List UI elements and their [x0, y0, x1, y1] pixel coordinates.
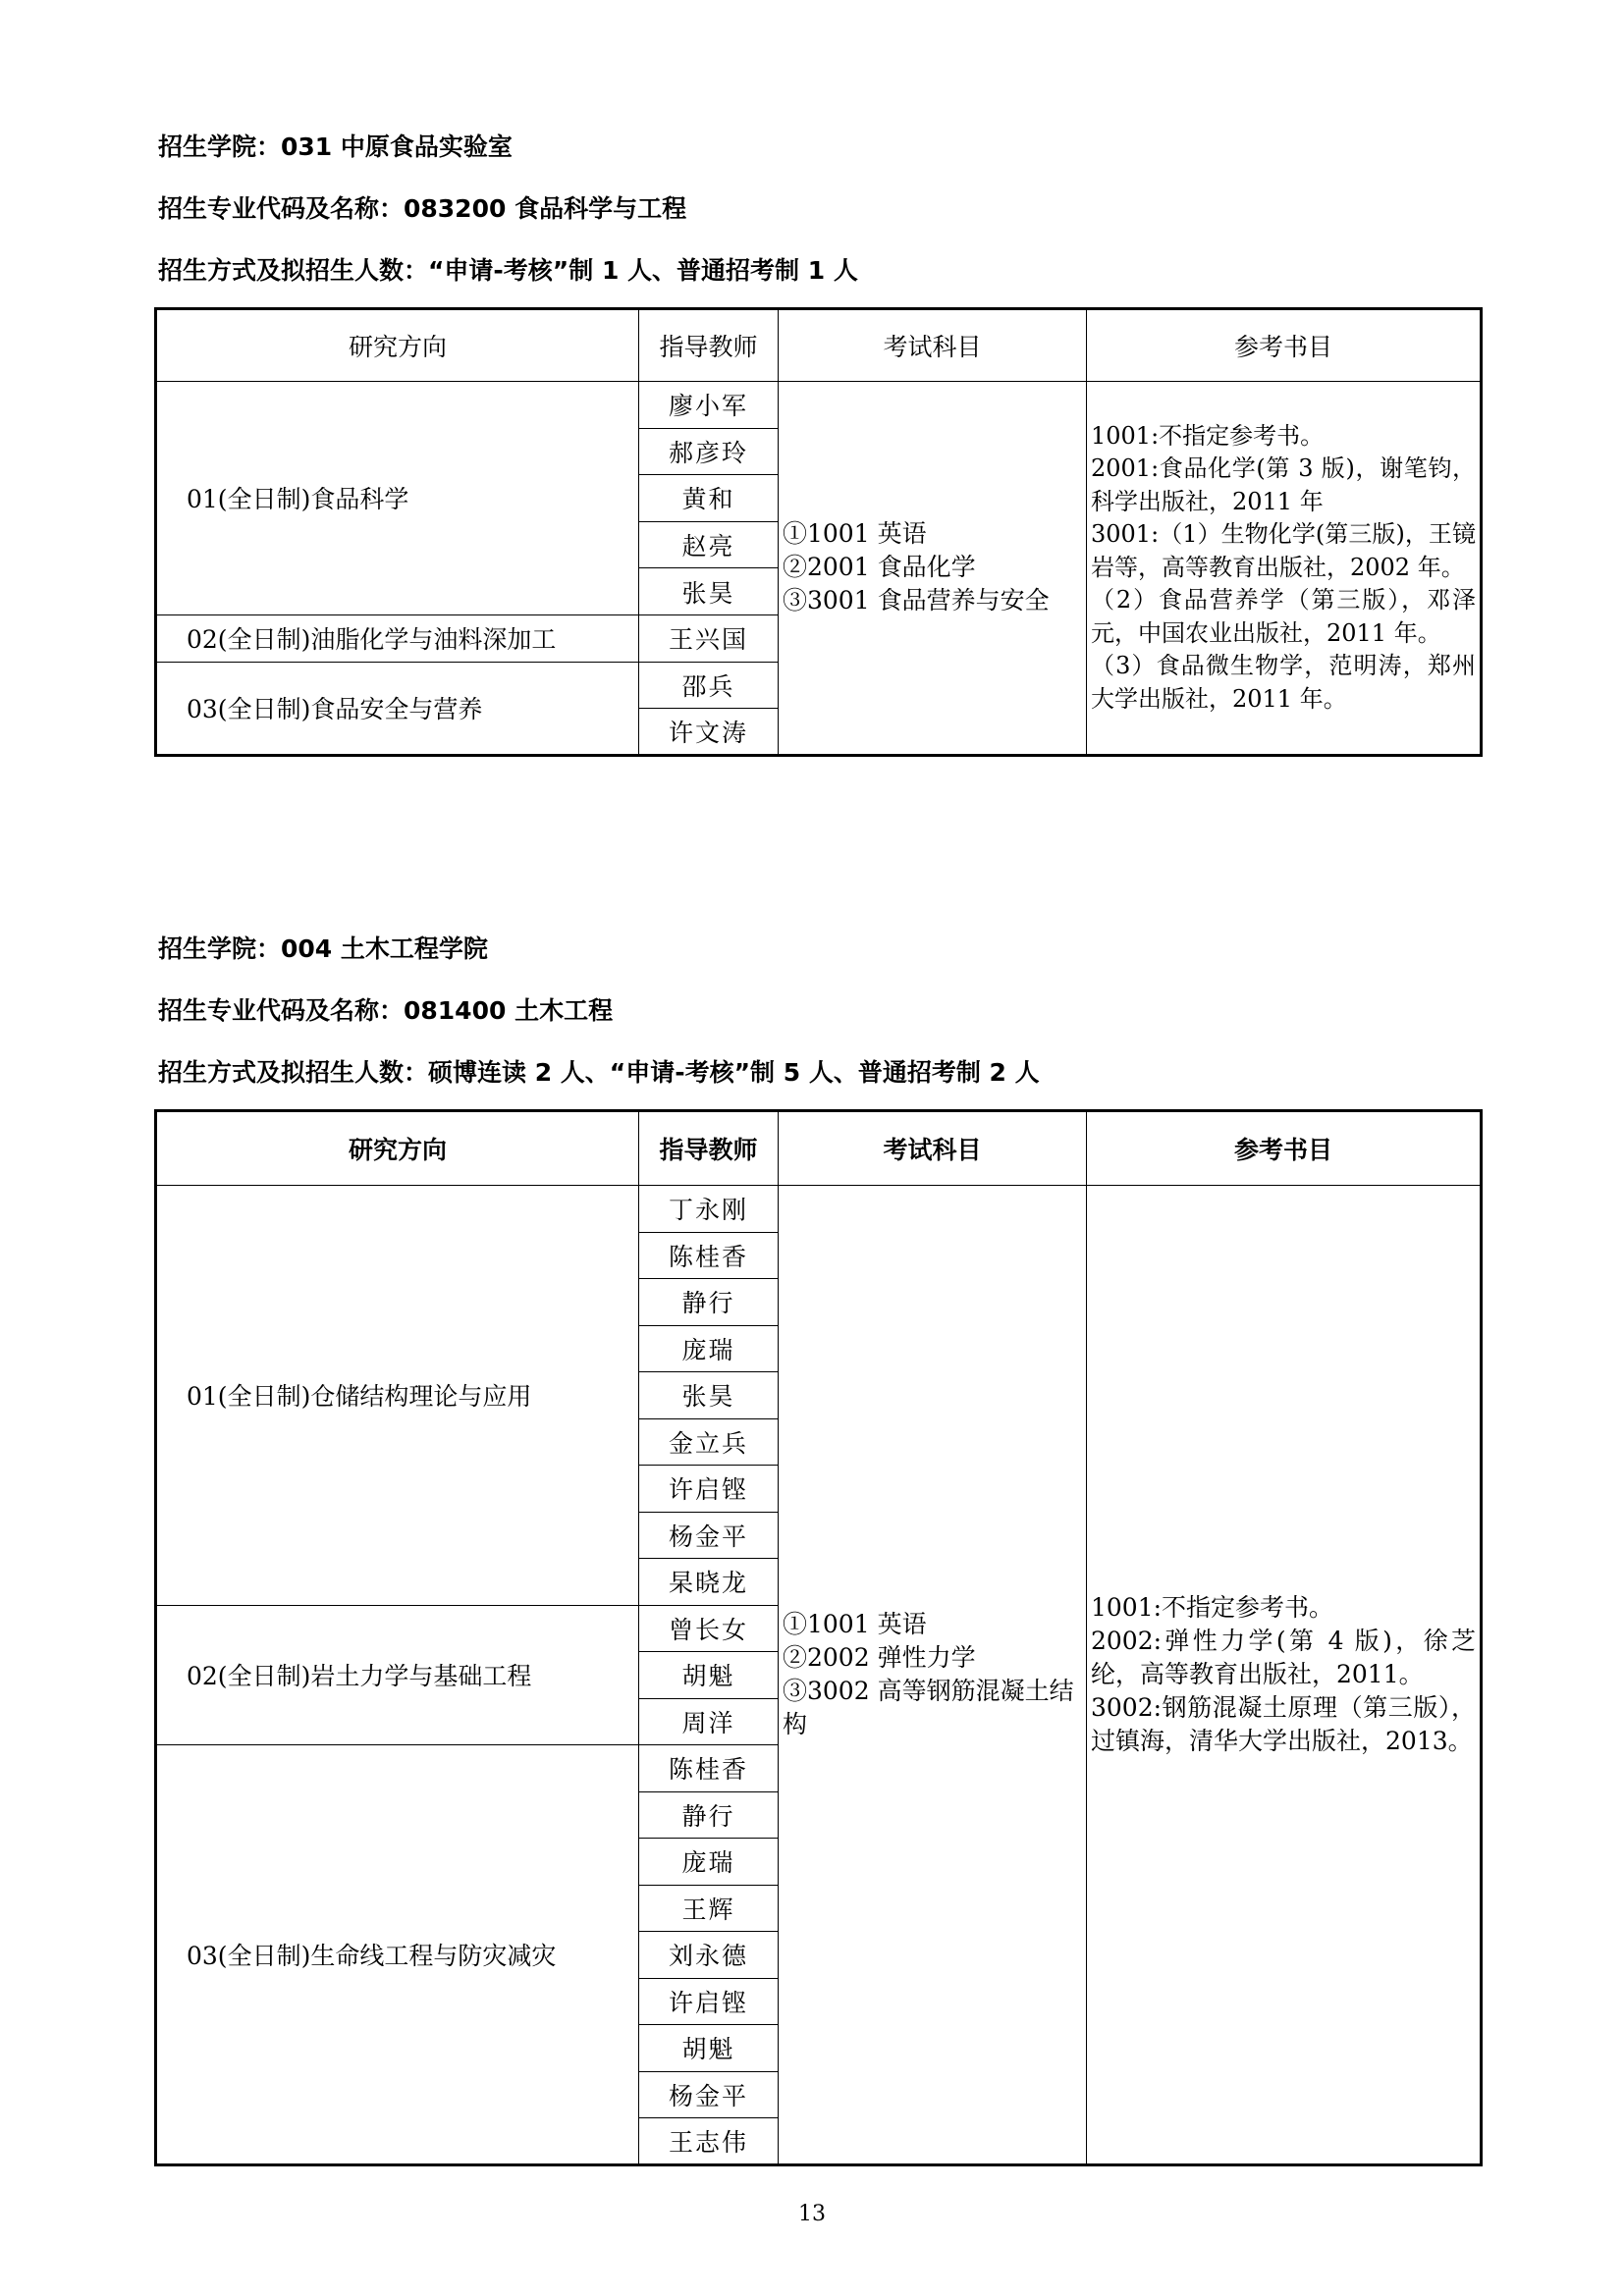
teacher-name: 郝彦玲 — [639, 428, 779, 475]
teacher-name: 庞瑞 — [639, 1325, 779, 1372]
teacher-name: 胡魁 — [639, 2025, 779, 2072]
header-teacher: 指导教师 — [639, 1111, 779, 1186]
enrollment-table — [154, 1109, 1483, 2166]
teacher-name: 廖小军 — [639, 382, 779, 429]
teacher-name: 曾长女 — [639, 1605, 779, 1652]
research-direction: 03(全日制)食品安全与营养 — [156, 662, 639, 755]
header-reference: 参考书目 — [1087, 309, 1482, 382]
teacher-name: 静行 — [639, 1279, 779, 1326]
table-header-row — [156, 309, 1482, 382]
teacher-name: 陈桂香 — [639, 1745, 779, 1792]
exam-subject: ①1001 英语 — [783, 519, 927, 549]
header-reference: 参考书目 — [1087, 1111, 1482, 1186]
table-row — [156, 1186, 1482, 1233]
major-heading: 招生专业代码及名称：081400 土木工程 — [158, 996, 614, 1025]
major-heading: 招生专业代码及名称：083200 食品科学与工程 — [158, 194, 687, 223]
exam-subjects — [779, 1186, 1087, 2165]
page-number: 13 — [798, 2202, 826, 2226]
teacher-name: 王辉 — [639, 1885, 779, 1932]
teacher-name: 许文涛 — [639, 709, 779, 756]
reference-books — [1087, 382, 1482, 756]
table-row — [156, 382, 1482, 429]
exam-subject: ③3001 食品营养与安全 — [783, 586, 1050, 615]
table-header-row — [156, 1111, 1482, 1186]
exam-subject: ②2002 弹性力学 — [783, 1642, 976, 1672]
teacher-name: 杲晓龙 — [639, 1559, 779, 1606]
institute-heading: 招生学院：031 中原食品实验室 — [158, 133, 513, 161]
teacher-name: 许启铿 — [639, 1978, 779, 2025]
teacher-name: 张昊 — [639, 568, 779, 615]
reference-entry: 2001:食品化学(第 3 版)，谢笔钧，科学出版社，2011 年 — [1091, 454, 1476, 515]
institute-heading: 招生学院：004 土木工程学院 — [158, 934, 488, 963]
header-exam: 考试科目 — [779, 309, 1087, 382]
teacher-name: 杨金平 — [639, 2071, 779, 2118]
research-direction: 01(全日制)食品科学 — [156, 382, 639, 615]
reference-entry: （3）食品微生物学，范明涛，郑州大学出版社，2011 年。 — [1091, 652, 1476, 713]
header-direction: 研究方向 — [156, 1111, 639, 1186]
teacher-name: 陈桂香 — [639, 1232, 779, 1279]
reference-entry: 3002:钢筋混凝土原理（第三版），过镇海，清华大学出版社，2013。 — [1091, 1692, 1476, 1755]
enrollment-table — [154, 307, 1483, 757]
teacher-name: 静行 — [639, 1791, 779, 1839]
research-direction: 02(全日制)油脂化学与油料深加工 — [156, 614, 639, 662]
teacher-name: 金立兵 — [639, 1418, 779, 1466]
header-direction: 研究方向 — [156, 309, 639, 382]
exam-subject: ②2001 食品化学 — [783, 553, 976, 582]
section-food-lab — [154, 116, 1480, 757]
teacher-name: 许启铿 — [639, 1466, 779, 1513]
enrollment-heading: 招生方式及拟招生人数：硕博连读 2 人、“申请-考核”制 5 人、普通招考制 2 人 — [158, 1058, 1040, 1087]
teacher-name: 刘永德 — [639, 1932, 779, 1979]
research-direction: 01(全日制)仓储结构理论与应用 — [156, 1186, 639, 1606]
exam-subject: ③3002 高等钢筋混凝土结构 — [783, 1676, 1074, 1738]
teacher-name: 王志伟 — [639, 2118, 779, 2165]
header-exam: 考试科目 — [779, 1111, 1087, 1186]
exam-subjects — [779, 382, 1087, 756]
teacher-name: 王兴国 — [639, 614, 779, 662]
teacher-name: 张昊 — [639, 1372, 779, 1419]
teacher-name: 杨金平 — [639, 1512, 779, 1559]
exam-subject: ①1001 英语 — [783, 1609, 927, 1638]
reference-entry: 2002:弹性力学(第 4 版)，徐芝纶，高等教育出版社，2011。 — [1091, 1626, 1476, 1688]
enrollment-heading: 招生方式及拟招生人数：“申请-考核”制 1 人、普通招考制 1 人 — [158, 256, 858, 285]
teacher-name: 周洋 — [639, 1698, 779, 1745]
teacher-name: 邵兵 — [639, 662, 779, 709]
header-teacher: 指导教师 — [639, 309, 779, 382]
teacher-name: 胡魁 — [639, 1652, 779, 1699]
reference-entry: 3001:（1）生物化学(第三版)，王镜岩等，高等教育出版社，2002 年。 — [1091, 520, 1476, 581]
reference-entry: （2）食品营养学（第三版），邓泽元，中国农业出版社，2011 年。 — [1091, 586, 1476, 647]
teacher-name: 丁永刚 — [639, 1186, 779, 1233]
research-direction: 02(全日制)岩土力学与基础工程 — [156, 1605, 639, 1745]
reference-entry: 1001:不指定参考书。 — [1091, 421, 1325, 450]
teacher-name: 赵亮 — [639, 521, 779, 568]
reference-books — [1087, 1186, 1482, 2165]
teacher-name: 庞瑞 — [639, 1839, 779, 1886]
section-civil-engineering — [154, 918, 1480, 2166]
reference-entry: 1001:不指定参考书。 — [1091, 1592, 1334, 1622]
research-direction: 03(全日制)生命线工程与防灾减灾 — [156, 1745, 639, 2165]
teacher-name: 黄和 — [639, 475, 779, 522]
